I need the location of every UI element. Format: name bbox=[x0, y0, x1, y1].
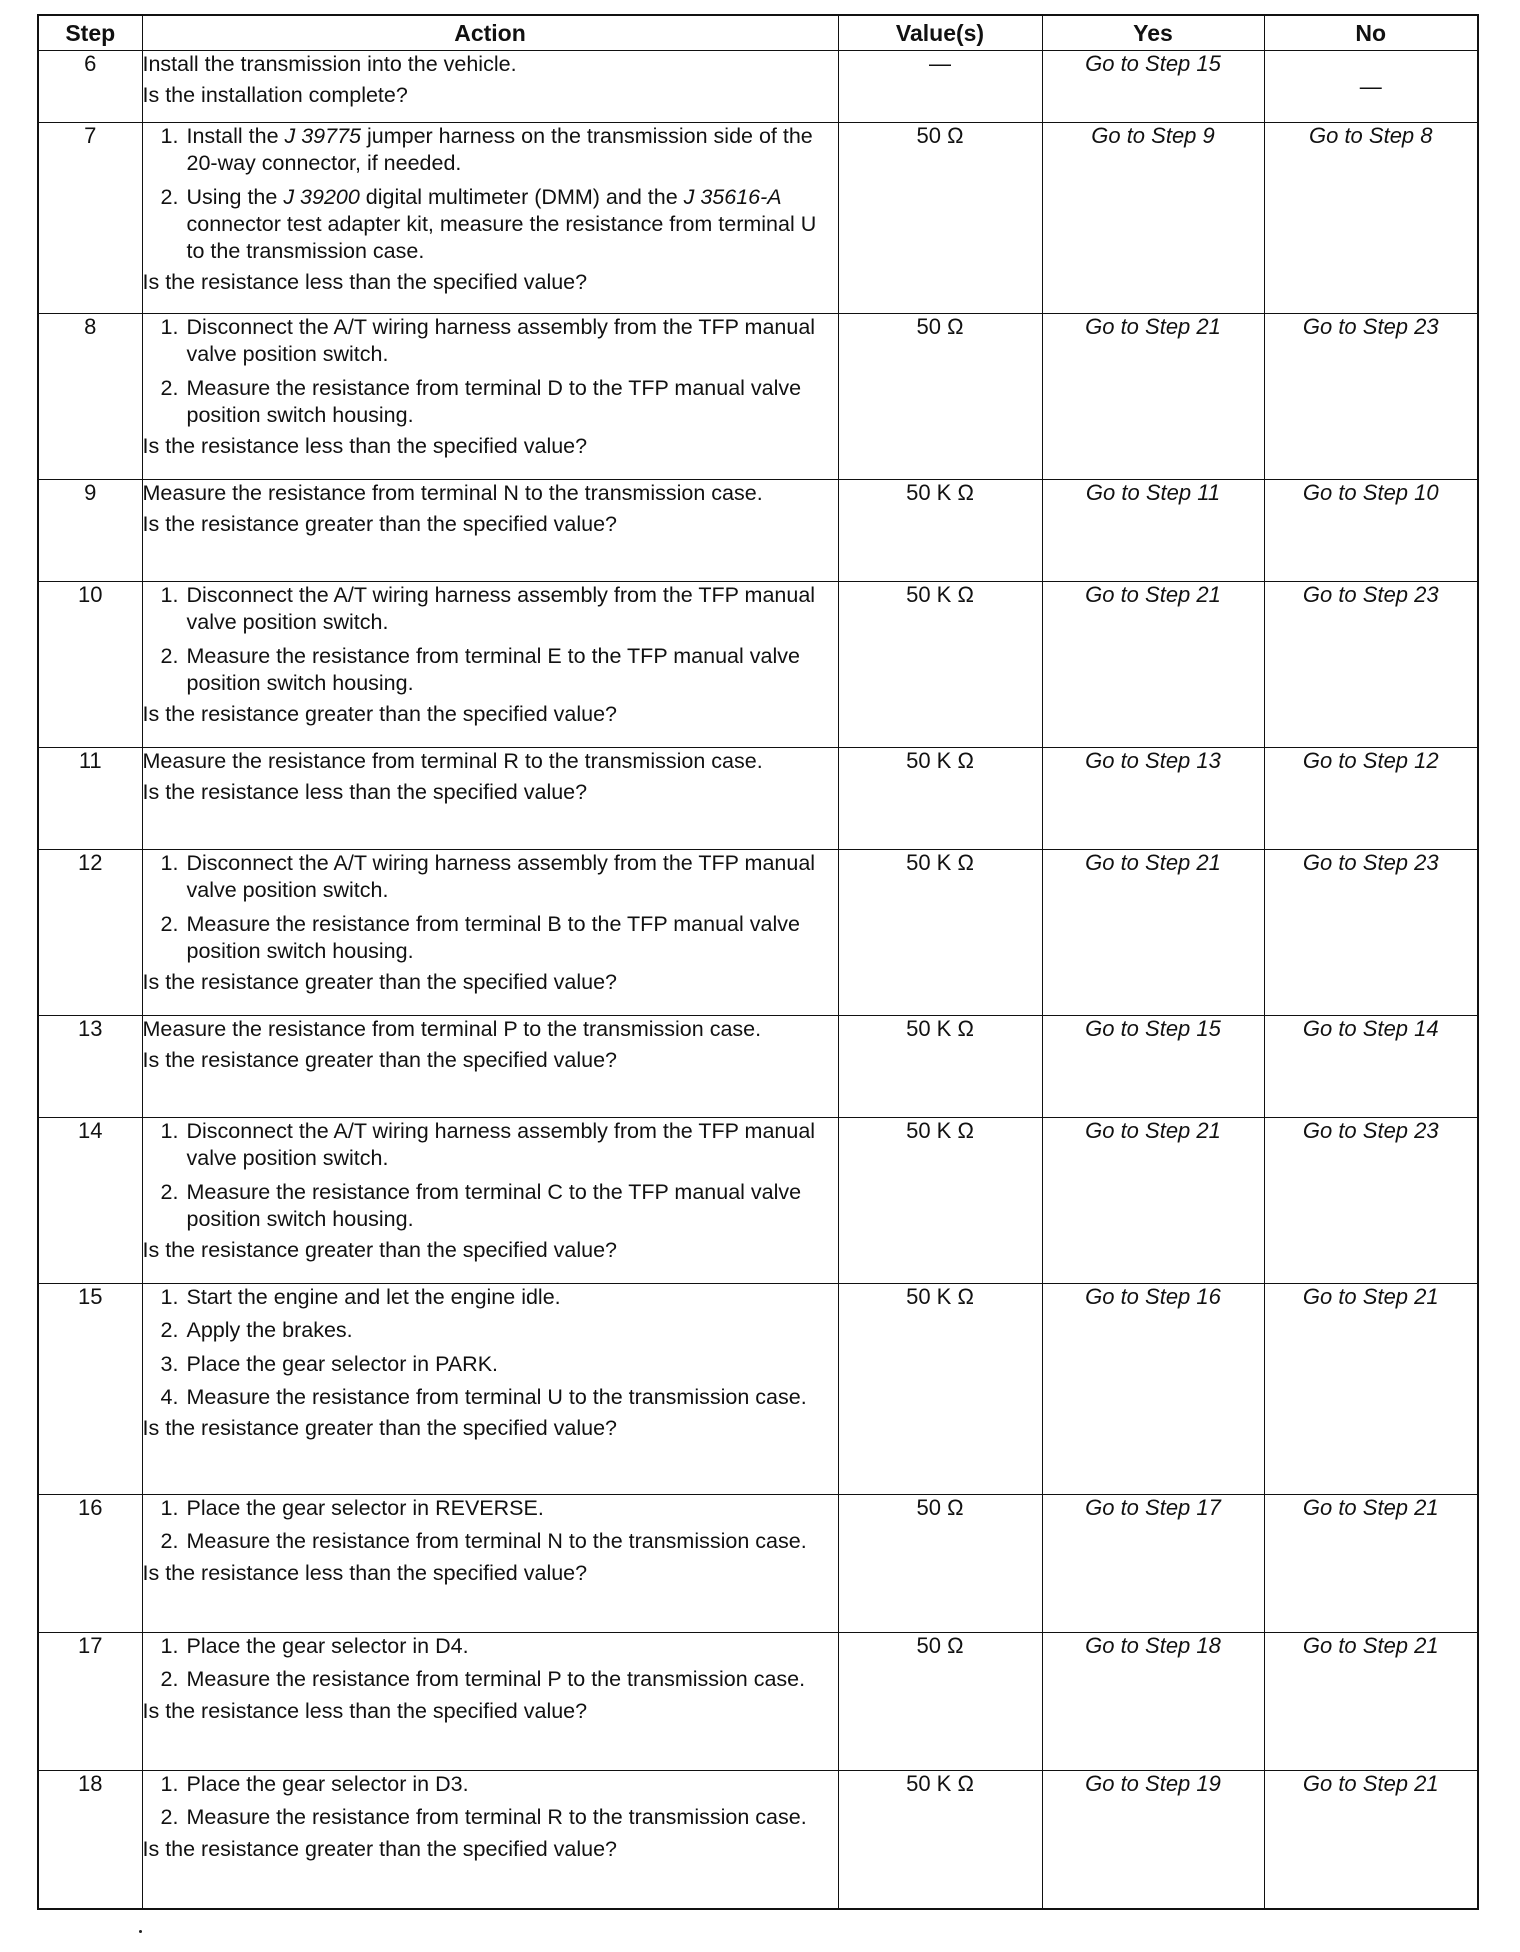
instruction-text: Disconnect the A/T wiring harness assembly from the TFP manual valve position switch. bbox=[186, 1119, 816, 1171]
table-row bbox=[38, 748, 1478, 850]
instruction-text: connector test adapter kit, measure the resistance from terminal U to the transmission case. bbox=[186, 211, 817, 264]
value-cell: 50 K Ω bbox=[838, 1118, 1042, 1284]
action-cell bbox=[142, 480, 838, 582]
value-cell: 50 K Ω bbox=[838, 1771, 1042, 1909]
yes-cell: Go to Step 16 bbox=[1042, 1284, 1264, 1495]
instruction-item bbox=[143, 1384, 838, 1411]
instruction-text: Apply the brakes. bbox=[186, 1318, 353, 1343]
no-cell: Go to Step 12 bbox=[1264, 748, 1478, 850]
header-yes: Yes bbox=[1042, 15, 1264, 51]
action-question: Is the resistance greater than the specified value? bbox=[142, 512, 617, 537]
step-number: 12 bbox=[38, 850, 142, 1016]
step-number: 11 bbox=[38, 748, 142, 850]
step-number: 6 bbox=[38, 51, 142, 123]
value-cell: — bbox=[838, 51, 1042, 123]
instruction-number: 2. bbox=[160, 1179, 179, 1204]
value-cell: 50 Ω bbox=[838, 1495, 1042, 1633]
value-cell: 50 K Ω bbox=[838, 480, 1042, 582]
instruction-item bbox=[143, 314, 838, 369]
table-row bbox=[38, 582, 1478, 748]
instruction-number: 1. bbox=[160, 1119, 179, 1143]
instruction-number: 1. bbox=[160, 1634, 179, 1658]
action-question: Is the resistance greater than the specified value? bbox=[142, 1048, 617, 1073]
instruction-text: Place the gear selector in D3. bbox=[186, 1772, 469, 1796]
scan-speck bbox=[139, 1930, 142, 1933]
action-question: Is the resistance less than the specified value? bbox=[142, 270, 588, 295]
instruction-text: Place the gear selector in PARK. bbox=[186, 1351, 499, 1376]
instruction-number: 4. bbox=[160, 1384, 179, 1409]
instruction-item bbox=[143, 1351, 838, 1378]
step-number: 7 bbox=[38, 123, 142, 314]
instruction-number: 2. bbox=[160, 1529, 179, 1554]
no-cell: Go to Step 14 bbox=[1264, 1016, 1478, 1118]
instruction-number: 1. bbox=[160, 124, 179, 148]
tool-reference: J 39200 bbox=[283, 184, 360, 209]
yes-cell: Go to Step 15 bbox=[1042, 51, 1264, 123]
action-question: Is the installation complete? bbox=[142, 83, 408, 108]
no-cell: Go to Step 23 bbox=[1264, 314, 1478, 480]
step-number: 16 bbox=[38, 1495, 142, 1633]
step-number: 18 bbox=[38, 1771, 142, 1909]
table-row bbox=[38, 314, 1478, 480]
instruction-item bbox=[143, 375, 838, 430]
instruction-text: Measure the resistance from terminal B to the TFP manual valve position switch housing. bbox=[186, 911, 800, 963]
value-cell: 50 K Ω bbox=[838, 850, 1042, 1016]
action-question: Is the resistance greater than the specified value? bbox=[142, 1836, 617, 1861]
instruction-item bbox=[143, 850, 838, 905]
step-number: 10 bbox=[38, 582, 142, 748]
yes-cell: Go to Step 19 bbox=[1042, 1771, 1264, 1909]
table-row bbox=[38, 123, 1478, 314]
no-cell: Go to Step 21 bbox=[1264, 1771, 1478, 1909]
instruction-text: Place the gear selector in REVERSE. bbox=[186, 1496, 544, 1520]
action-cell bbox=[142, 582, 838, 748]
no-cell: Go to Step 23 bbox=[1264, 582, 1478, 748]
yes-cell: Go to Step 9 bbox=[1042, 123, 1264, 314]
action-question: Is the resistance greater than the specified value? bbox=[142, 1238, 617, 1263]
instruction-text: Disconnect the A/T wiring harness assembly from the TFP manual valve position switch. bbox=[186, 583, 816, 635]
action-question: Is the resistance less than the specified value? bbox=[142, 434, 588, 459]
action-cell bbox=[142, 1633, 838, 1771]
instruction-item bbox=[143, 1528, 838, 1555]
table-row bbox=[38, 1118, 1478, 1284]
action-cell bbox=[142, 1016, 838, 1118]
instruction-item bbox=[143, 1495, 838, 1522]
yes-cell: Go to Step 17 bbox=[1042, 1495, 1264, 1633]
instruction-number: 1. bbox=[160, 1772, 179, 1796]
action-cell bbox=[142, 748, 838, 850]
step-number: 8 bbox=[38, 314, 142, 480]
action-cell bbox=[142, 1771, 838, 1909]
instruction-number: 1. bbox=[160, 1496, 179, 1520]
table-row bbox=[38, 480, 1478, 582]
no-cell: — bbox=[1264, 51, 1478, 123]
value-cell: 50 K Ω bbox=[838, 1016, 1042, 1118]
action-cell bbox=[142, 1495, 838, 1633]
no-cell: Go to Step 23 bbox=[1264, 1118, 1478, 1284]
action-cell bbox=[142, 1284, 838, 1495]
instruction-text: digital multimeter (DMM) and the bbox=[359, 184, 684, 209]
value-cell: 50 K Ω bbox=[838, 1284, 1042, 1495]
instruction-text: Disconnect the A/T wiring harness assembly from the TFP manual valve position switch. bbox=[186, 851, 816, 903]
instruction-number: 2. bbox=[160, 1318, 179, 1343]
header-row bbox=[38, 15, 1478, 51]
instruction-number: 2. bbox=[160, 1805, 179, 1830]
instruction-number: 2. bbox=[160, 643, 179, 668]
instruction-text: Using the bbox=[186, 184, 284, 209]
instruction-item bbox=[143, 1284, 838, 1311]
instruction-number: 1. bbox=[160, 851, 179, 875]
header-values: Value(s) bbox=[838, 15, 1042, 51]
step-number: 14 bbox=[38, 1118, 142, 1284]
instruction-text: jumper harness on the transmission side of the 20-way connector, if needed. bbox=[186, 124, 813, 176]
instruction-item bbox=[143, 643, 838, 698]
value-cell: 50 Ω bbox=[838, 1633, 1042, 1771]
instruction-text: Measure the resistance from terminal R to the transmission case. bbox=[186, 1805, 807, 1830]
no-cell: Go to Step 21 bbox=[1264, 1495, 1478, 1633]
instruction-text: Measure the resistance from terminal C to the TFP manual valve position switch housing. bbox=[186, 1179, 802, 1231]
no-cell: Go to Step 21 bbox=[1264, 1633, 1478, 1771]
table-row bbox=[38, 850, 1478, 1016]
table-row bbox=[38, 51, 1478, 123]
step-number: 17 bbox=[38, 1633, 142, 1771]
instruction-item bbox=[143, 1771, 838, 1798]
instruction-text: Disconnect the A/T wiring harness assembly from the TFP manual valve position switch. bbox=[186, 315, 816, 367]
value-cell: 50 K Ω bbox=[838, 748, 1042, 850]
action-cell bbox=[142, 123, 838, 314]
action-text: Measure the resistance from terminal N to the transmission case. bbox=[142, 481, 763, 505]
instruction-number: 3. bbox=[160, 1351, 179, 1376]
instruction-item bbox=[143, 1317, 838, 1344]
instruction-item bbox=[143, 1179, 838, 1234]
tool-reference: J 35616-A bbox=[683, 184, 782, 209]
value-cell: 50 K Ω bbox=[838, 582, 1042, 748]
step-number: 9 bbox=[38, 480, 142, 582]
instruction-number: 2. bbox=[160, 911, 179, 936]
instruction-item bbox=[143, 1666, 838, 1693]
table-row bbox=[38, 1633, 1478, 1771]
yes-cell: Go to Step 18 bbox=[1042, 1633, 1264, 1771]
action-cell bbox=[142, 51, 838, 123]
diagnostic-table bbox=[37, 14, 1479, 1910]
instruction-text: Measure the resistance from terminal P to the transmission case. bbox=[186, 1667, 806, 1692]
step-number: 13 bbox=[38, 1016, 142, 1118]
no-cell: Go to Step 21 bbox=[1264, 1284, 1478, 1495]
action-cell bbox=[142, 1118, 838, 1284]
no-cell: Go to Step 23 bbox=[1264, 850, 1478, 1016]
action-cell bbox=[142, 314, 838, 480]
yes-cell: Go to Step 21 bbox=[1042, 582, 1264, 748]
instruction-item bbox=[143, 1633, 838, 1660]
instruction-number: 2. bbox=[160, 184, 179, 209]
yes-cell: Go to Step 11 bbox=[1042, 480, 1264, 582]
value-cell: 50 Ω bbox=[838, 123, 1042, 314]
table-row bbox=[38, 1771, 1478, 1909]
instruction-number: 1. bbox=[160, 315, 179, 339]
instruction-item bbox=[143, 582, 838, 637]
no-cell: Go to Step 10 bbox=[1264, 480, 1478, 582]
instruction-text: Measure the resistance from terminal N to the transmission case. bbox=[186, 1529, 807, 1554]
instruction-number: 1. bbox=[160, 1285, 179, 1309]
instruction-item bbox=[143, 184, 838, 266]
instruction-text: Install the bbox=[186, 124, 285, 148]
action-question: Is the resistance less than the specified value? bbox=[142, 780, 588, 805]
action-text: Measure the resistance from terminal R to the transmission case. bbox=[142, 749, 763, 773]
instruction-number: 2. bbox=[160, 1667, 179, 1692]
header-action: Action bbox=[142, 15, 838, 51]
table-row bbox=[38, 1016, 1478, 1118]
action-question: Is the resistance less than the specified value? bbox=[142, 1698, 588, 1723]
yes-cell: Go to Step 21 bbox=[1042, 850, 1264, 1016]
instruction-number: 1. bbox=[160, 583, 179, 607]
instruction-item bbox=[143, 123, 838, 178]
tool-reference: J 39775 bbox=[284, 124, 362, 148]
instruction-item bbox=[143, 911, 838, 966]
yes-cell: Go to Step 21 bbox=[1042, 314, 1264, 480]
step-number: 15 bbox=[38, 1284, 142, 1495]
yes-cell: Go to Step 13 bbox=[1042, 748, 1264, 850]
instruction-item bbox=[143, 1118, 838, 1173]
instruction-text: Start the engine and let the engine idle. bbox=[186, 1285, 561, 1309]
action-question: Is the resistance less than the specified value? bbox=[142, 1560, 588, 1585]
instruction-text: Measure the resistance from terminal U to the transmission case. bbox=[186, 1384, 807, 1409]
header-no: No bbox=[1264, 15, 1478, 51]
no-cell: Go to Step 8 bbox=[1264, 123, 1478, 314]
instruction-text: Measure the resistance from terminal D to the TFP manual valve position switch housing. bbox=[186, 375, 802, 427]
action-text: Measure the resistance from terminal P to the transmission case. bbox=[142, 1017, 762, 1041]
yes-cell: Go to Step 21 bbox=[1042, 1118, 1264, 1284]
table-row bbox=[38, 1284, 1478, 1495]
value-cell: 50 Ω bbox=[838, 314, 1042, 480]
table-row bbox=[38, 1495, 1478, 1633]
header-step: Step bbox=[38, 15, 142, 51]
action-text: Install the transmission into the vehicle. bbox=[142, 52, 517, 76]
instruction-text: Place the gear selector in D4. bbox=[186, 1634, 469, 1658]
action-cell bbox=[142, 850, 838, 1016]
yes-cell: Go to Step 15 bbox=[1042, 1016, 1264, 1118]
instruction-number: 2. bbox=[160, 375, 179, 400]
instruction-item bbox=[143, 1804, 838, 1831]
action-question: Is the resistance greater than the specified value? bbox=[142, 970, 617, 995]
instruction-text: Measure the resistance from terminal E to the TFP manual valve position switch housing. bbox=[186, 643, 800, 695]
diagnostic-page bbox=[37, 14, 1477, 1910]
action-question: Is the resistance greater than the specified value? bbox=[142, 702, 617, 727]
action-question: Is the resistance greater than the specified value? bbox=[142, 1416, 617, 1441]
